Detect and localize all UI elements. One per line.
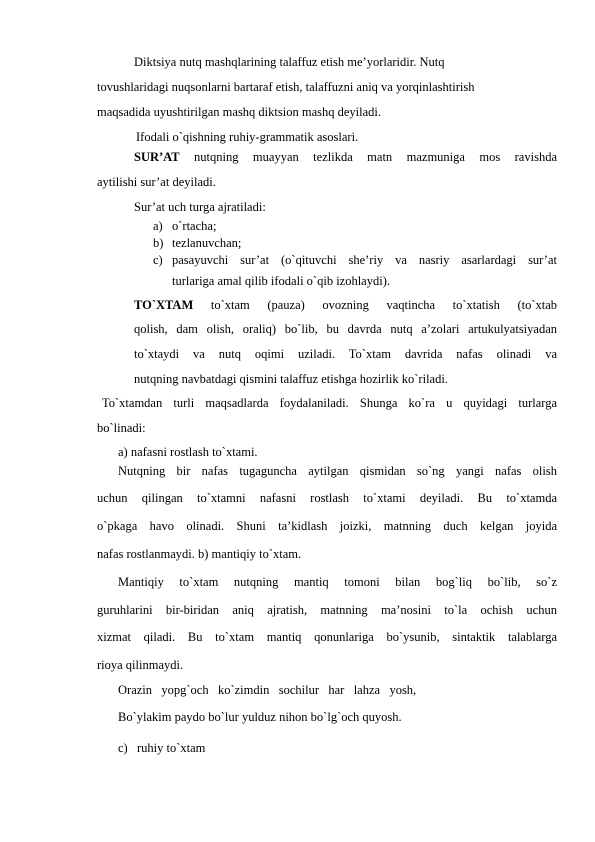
section-heading: Ifodali o`qishning ruhiy-grammatik asoslari. [136,130,359,144]
paragraph-types-line-2: bo`linadi: [97,421,146,435]
list-item-text: ruhiy to`xtam [137,741,206,755]
poem-line-1: Orazin yopg`och ko`zimdin sochilur har lahza yosh, [118,683,417,697]
paragraph-toxtam-line-3: to`xtaydi va nutq oqimi uziladi. To`xtam davrida nafas olinadi va [134,347,557,361]
paragraph-surat-text: nutqning muayyan tezlikda matn mazmuniga mos ravishda [194,150,557,164]
list-marker: a) [153,219,163,233]
paragraph-surat-line-1 [134,150,557,165]
paragraph-logic-line-3: xizmat qiladi. Bu to`xtam mantiq qonunlariga bo`ysunib, sintaktik talablarga [97,630,557,644]
poem-line-2: Bo`ylakim paydo bo`lur yulduz nihon bo`lg`och quyosh. [118,710,402,724]
paragraph-logic-line-4: rioya qilinmaydi. [97,658,184,672]
list-item-text: tezlanuvchan; [172,236,242,250]
paragraph-types-line-1: To`xtamdan turli maqsadlarda foydalaniladi. Shunga ko`ra u quyidagi turlarga [102,396,557,410]
list-item-text: pasayuvchi sur’at (o`qituvchi she’riy va nasriy asarlardagi sur’at [172,253,557,267]
list-marker: c) [118,741,128,755]
paragraph-diction-line-2: tovushlaridagi nuqsonlarni bartaraf etish, talaffuzni aniq va yorqinlashtirish [97,80,475,94]
paragraph-toxtam-line-1 [134,298,557,313]
paragraph-diction-line-3: maqsadida uyushtirilgan mashq diktsion mashq deyiladi. [97,105,381,119]
surat-types-intro: Sur’at uch turga ajratiladi: [134,200,266,214]
list-item-c-continuation: turlariga amal qilib ifodali o`qib izohlaydi). [172,274,390,288]
paragraph-logic-line-1: Mantiqiy to`xtam nutqning mantiq tomoni bilan bog`liq bo`lib, so`z [118,575,557,589]
term-surat: SUR’AT [134,150,180,164]
paragraph-breath-line-4: nafas rostlanmaydi. b) mantiqiy to`xtam. [97,547,302,561]
list-marker: b) [153,236,164,250]
paragraph-breath-line-3: o`pkaga havo olinadi. Shuni ta’kidlash joizki, matnning duch kelgan joyida [97,519,557,533]
paragraph-diction-line-1: Diktsiya nutq mashqlarining talaffuz etish me’yorlaridir. Nutq [134,55,445,69]
paragraph-logic-line-2: guruhlarini bir-biridan aniq ajratish, matnning ma’nosini to`la ochish uchun [97,603,557,617]
paragraph-breath-line-1: Nutqning bir nafas tugaguncha aytilgan qismidan so`ng yangi nafas olish [118,464,557,478]
paragraph-surat-line-2: aytilishi sur’at deyiladi. [97,175,216,189]
list-marker: c) [153,253,163,267]
list-item-text: o`rtacha; [172,219,217,233]
term-toxtam: TO`XTAM [134,298,194,312]
paragraph-toxtam-line-2: qolish, dam olish, oraliq) bo`lib, bu davrda nutq a’zolari artukulyatsiyadan [134,322,557,336]
paragraph-toxtam-line-4: nutqning navbatdagi qismini talaffuz etishga hozirlik ko`riladi. [134,372,448,386]
paragraph-breath-line-2: uchun qilingan to`xtamni nafasni rostlash to`xtami deyiladi. Bu to`xtamda [97,491,557,505]
paragraph-toxtam-text: to`xtam (pauza) ovozning vaqtincha to`xtatish (to`xtab [210,298,558,312]
type-a-heading: a) nafasni rostlash to`xtami. [118,445,258,459]
